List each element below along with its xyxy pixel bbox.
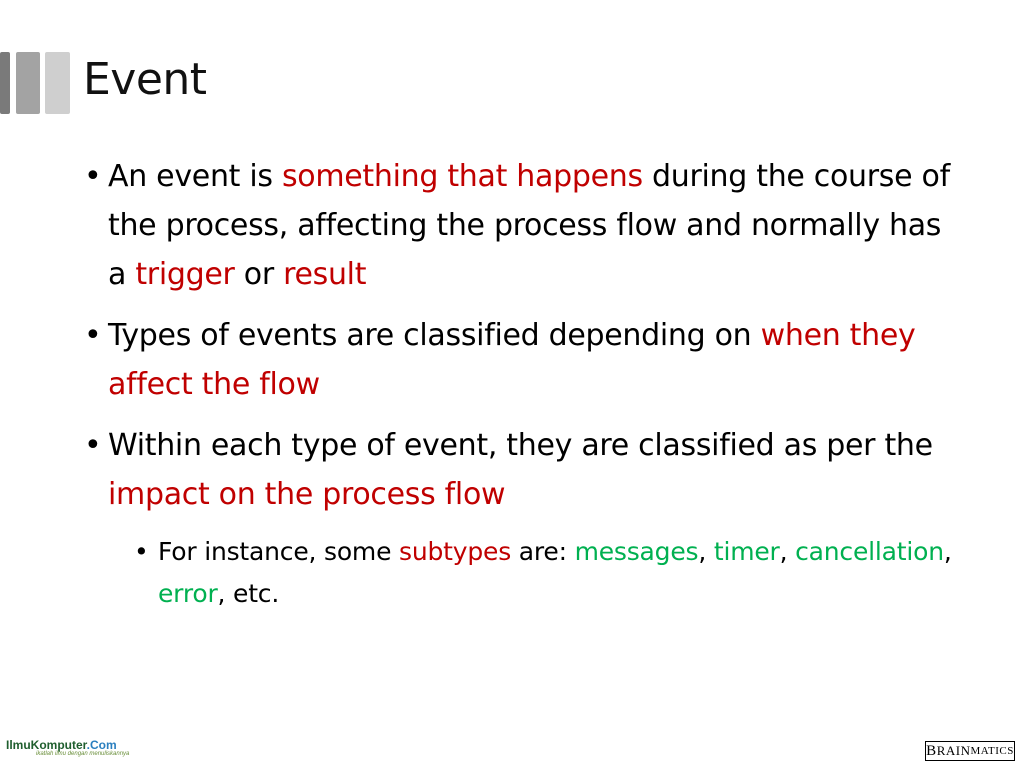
bullet-item <box>84 311 954 409</box>
bullet-text: An event is <box>108 159 282 194</box>
highlight-green-text: error <box>158 579 218 608</box>
accent-bar-light <box>45 52 70 114</box>
sub-bullet-marker: • <box>134 537 149 566</box>
slide-title: Event <box>83 54 207 105</box>
slide-body <box>84 152 954 615</box>
brainmatics-logo-matics: MATICS <box>970 745 1014 757</box>
bullet-text: , etc. <box>217 579 280 608</box>
logo-suffix-text: .Com <box>86 738 117 752</box>
bullet-text: , <box>779 537 796 566</box>
highlight-green-text: timer <box>713 537 780 566</box>
bullet-text: are: <box>511 537 575 566</box>
ilmukomputer-logo <box>6 738 129 757</box>
bullet-text: or <box>234 257 284 292</box>
highlight-green-text: cancellation <box>795 537 944 566</box>
bullet-text: , <box>943 537 952 566</box>
accent-bar-medium <box>16 52 40 114</box>
accent-bar-dark <box>0 52 10 114</box>
highlight-green-text: messages <box>574 537 699 566</box>
brainmatics-logo-b: B <box>926 742 937 759</box>
highlight-red-text: something that happens <box>281 159 643 194</box>
brainmatics-logo <box>925 741 1015 761</box>
bullet-text: Within each type of event, they are classified as per the <box>108 428 933 463</box>
bullet-marker: • <box>84 428 102 463</box>
bullet-item <box>84 152 954 299</box>
bullet-text: For instance, some <box>158 537 400 566</box>
bullet-text: during the course of the process, affecting the process flow and normally has a <box>108 159 950 292</box>
logo-tagline: ikatlah ilmu dengan menuliskannya <box>36 751 130 757</box>
bullet-text: , <box>698 537 714 566</box>
highlight-red-text: when they affect the flow <box>108 318 916 402</box>
logo-main-text: IlmuKomputer <box>6 738 87 752</box>
bullet-marker: • <box>84 159 102 194</box>
bullet-marker: • <box>84 318 102 353</box>
sub-bullet-item <box>134 531 954 615</box>
highlight-red-text: trigger <box>135 257 235 292</box>
bullet-item <box>84 421 954 519</box>
highlight-red-text: result <box>283 257 367 292</box>
highlight-red-text: impact on the process flow <box>108 477 506 512</box>
highlight-red-text: subtypes <box>399 537 512 566</box>
bullet-text: Types of events are classified depending on <box>108 318 761 353</box>
brainmatics-logo-rain: RAIN <box>936 743 971 758</box>
